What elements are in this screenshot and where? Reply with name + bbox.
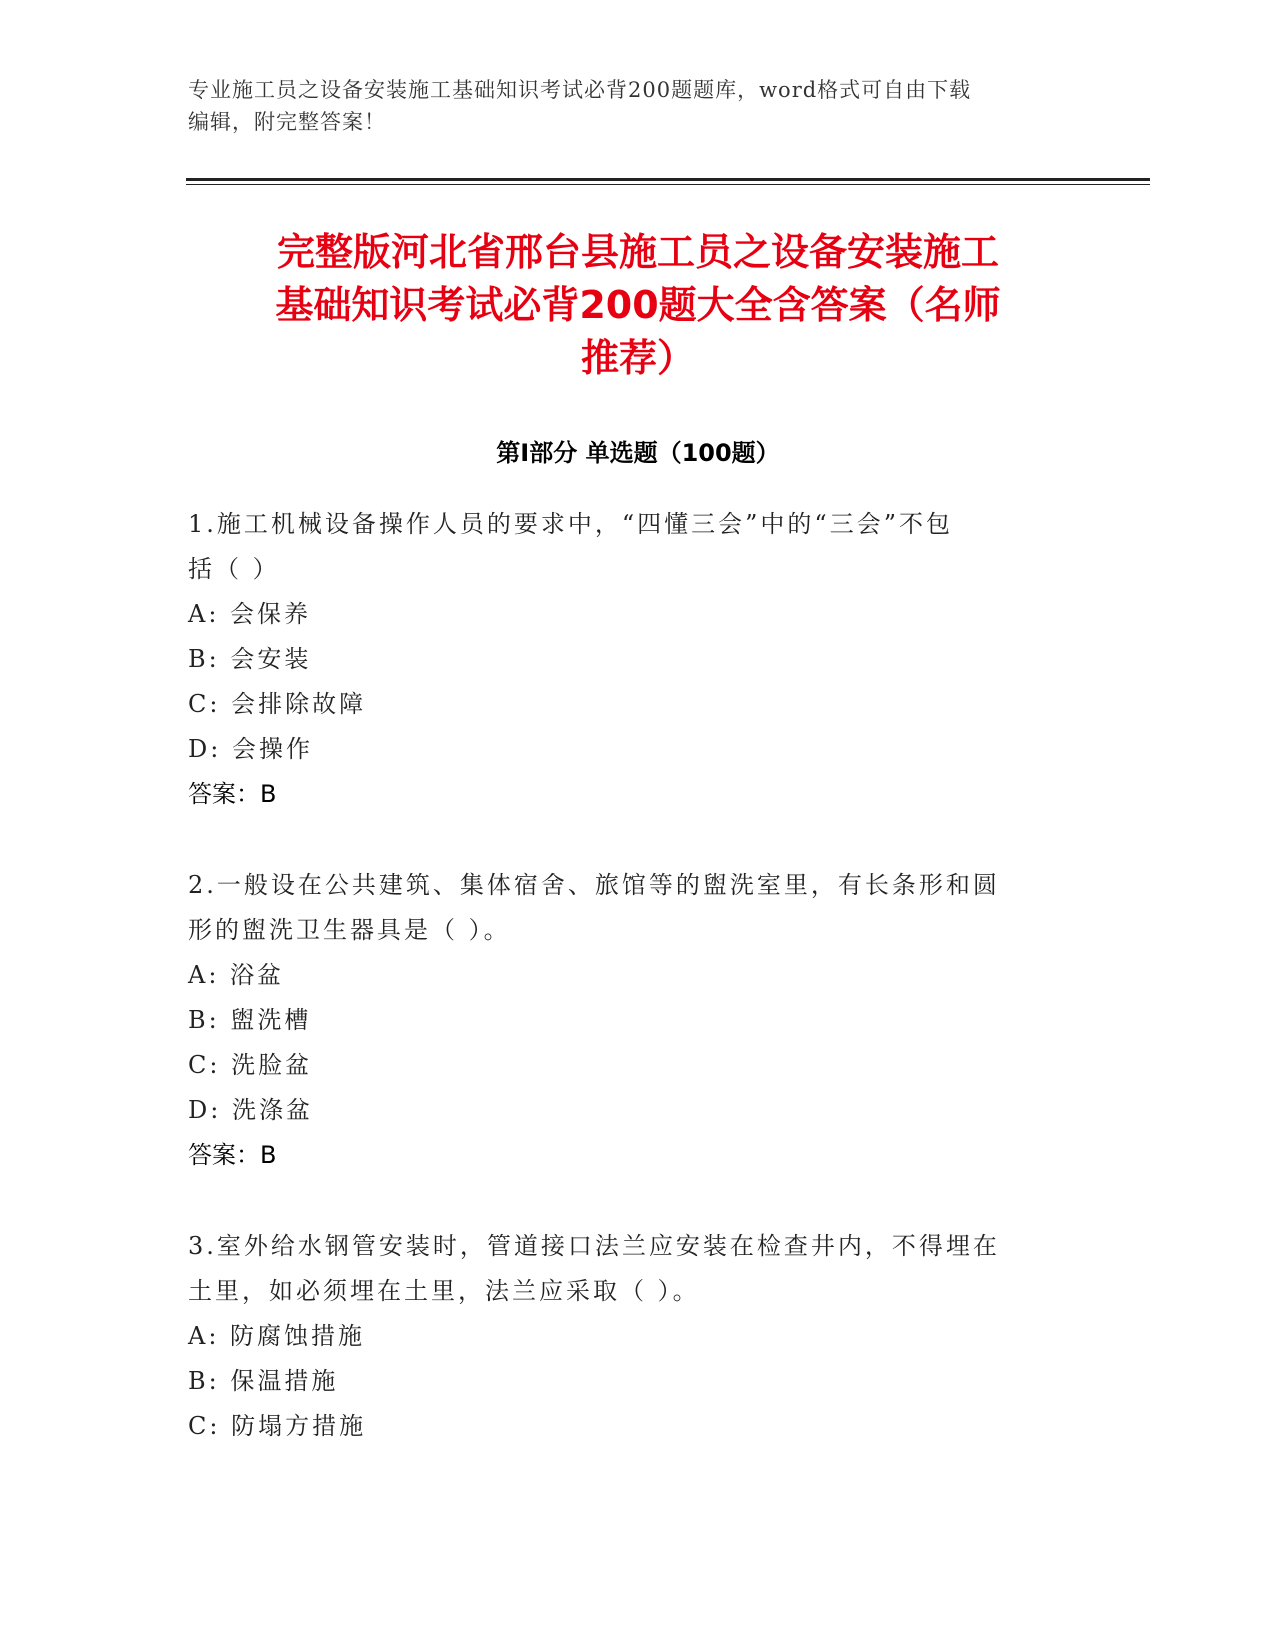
question-stem-line1: 1.施工机械设备操作人员的要求中，“四懂三会”中的“三会”不包 xyxy=(188,510,953,538)
title-line2: 基础知识考试必背200题大全含答案（名师 xyxy=(275,283,1001,327)
header-divider-thick xyxy=(186,178,1150,181)
question-stem-line2: 土里，如必须埋在土里，法兰应采取（ ）。 xyxy=(188,1277,700,1305)
option-a: A: 浴盆 xyxy=(188,961,285,989)
title-line3: 推荐） xyxy=(580,336,695,380)
option-a: A: 会保养 xyxy=(188,600,312,628)
option-a: A: 防腐蚀措施 xyxy=(188,1322,366,1350)
option-d: D: 会操作 xyxy=(188,735,313,763)
header-divider-thin xyxy=(186,184,1150,185)
option-c: C: 洗脸盆 xyxy=(188,1051,313,1079)
option-b: B: 盥洗槽 xyxy=(188,1006,312,1034)
header-note xyxy=(188,74,1088,138)
question-stem-line2: 括（ ） xyxy=(188,555,280,583)
question-stem-line2: 形的盥洗卫生器具是（ ）。 xyxy=(188,916,511,944)
option-b: B: 会安装 xyxy=(188,645,312,673)
question-stem-line1: 3.室外给水钢管安装时，管道接口法兰应安装在检查井内，不得埋在 xyxy=(188,1232,1000,1260)
header-note-line1: 专业施工员之设备安装施工基础知识考试必背200题题库，word格式可自由下载 xyxy=(188,78,972,102)
title-line1: 完整版河北省邢台县施工员之设备安装施工 xyxy=(276,230,999,274)
question-1 xyxy=(188,502,1068,817)
option-c: C: 会排除故障 xyxy=(188,690,367,718)
header-note-line2: 编辑，附完整答案！ xyxy=(188,110,386,134)
question-3 xyxy=(188,1224,1068,1449)
option-b: B: 保温措施 xyxy=(188,1367,339,1395)
option-c: C: 防塌方措施 xyxy=(188,1412,367,1440)
section-title: 第Ⅰ部分 单选题（100题） xyxy=(496,439,780,467)
answer: 答案：B xyxy=(188,780,277,808)
option-d: D: 洗涤盆 xyxy=(188,1096,313,1124)
question-stem-line1: 2.一般设在公共建筑、集体宿舍、旅馆等的盥洗室里，有长条形和圆 xyxy=(188,871,1000,899)
answer: 答案：B xyxy=(188,1141,277,1169)
question-2 xyxy=(188,863,1068,1178)
document-title xyxy=(186,226,1090,385)
